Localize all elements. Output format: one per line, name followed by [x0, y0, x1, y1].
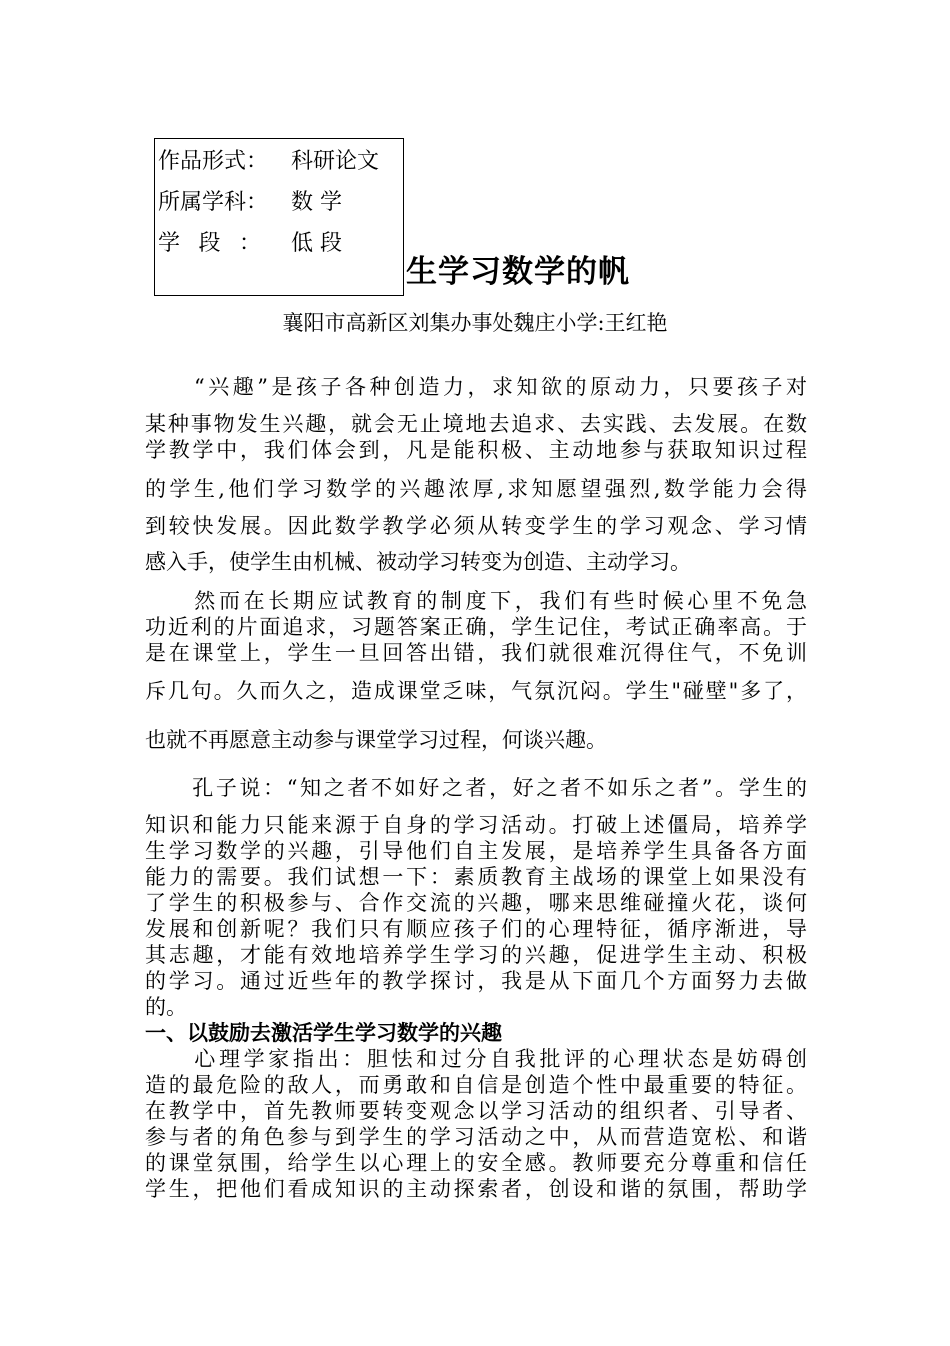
info-value: 低 段 [291, 231, 342, 256]
section-line: 的课堂氛围，给学生以心理上的安全感。教师要充分尊重和信任 [145, 1151, 807, 1175]
body-line: 发展和创新呢？我们只有顺应孩子们的心理特征，循序渐进，导 [145, 917, 807, 941]
section-line: 参与者的角色参与到学生的学习活动之中，从而营造宽松、和谐 [145, 1125, 807, 1149]
section-line: 学生，把他们看成知识的主动探索者，创设和谐的氛围，帮助学 [145, 1177, 807, 1201]
info-row-stage [158, 231, 342, 257]
work-info-box [154, 138, 404, 296]
body-line: 孔子说：“知之者不如好之者，好之者不如乐之者”。学生的 [145, 776, 807, 800]
info-value: 数 学 [291, 190, 342, 215]
body-line: 然而在长期应试教育的制度下，我们有些时候心里不免急 [145, 589, 807, 613]
body-line: 学教学中，我们体会到，凡是能积极、主动地参与获取知识过程 [145, 438, 807, 462]
info-row-subject [158, 190, 342, 216]
body-line: 能力的需要。我们试想一下：素质教育主战场的课堂上如果没有 [145, 865, 807, 889]
info-label: 学段： [158, 231, 261, 256]
body-line: 也就不再愿意主动参与课堂学习过程，何谈兴趣。 [145, 728, 607, 752]
info-label: 所属学科： [158, 190, 269, 215]
body-line: 到较快发展。因此数学教学必须从转变学生的学习观念、学习情 [145, 514, 807, 538]
body-line: 感入手，使学生由机械、被动学习转变为创造、主动学习。 [145, 550, 691, 574]
body-line: 的。 [145, 995, 187, 1019]
info-row-form [158, 149, 380, 175]
body-line: 功近利的片面追求，习题答案正确，学生记住，考试正确率高。于 [145, 615, 807, 639]
section-line: 心理学家指出：胆怯和过分自我批评的心理状态是妨碍创 [145, 1047, 807, 1071]
body-line: 的学习。通过近些年的教学探讨，我是从下面几个方面努力去做 [145, 969, 807, 993]
body-line: 斥几句。久而久之，造成课堂乏味，气氛沉闷。学生"碰壁"多了， [145, 679, 807, 703]
info-value: 科研论文 [291, 149, 380, 174]
author-line: 襄阳市高新区刘集办事处魏庄小学:王红艳 [282, 311, 668, 335]
section-heading: 一、以鼓励去激活学生学习数学的兴趣 [145, 1020, 502, 1045]
body-line: 是在课堂上，学生一旦回答出错，我们就很难沉得住气，不免训 [145, 641, 807, 665]
body-line: 生学习数学的兴趣，引导他们自主发展，是培养学生具备各方面 [145, 839, 807, 863]
info-label: 作品形式： [158, 149, 269, 174]
section-line: 造的最危险的敌人，而勇敢和自信是创造个性中最重要的特征。 [145, 1073, 807, 1097]
body-line: 的学生,他们学习数学的兴趣浓厚,求知愿望强烈,数学能力会得 [145, 477, 807, 501]
body-line: 其志趣，才能有效地培养学生学习的兴趣，促进学生主动、积极 [145, 943, 807, 967]
body-line: 知识和能力只能来源于自身的学习活动。打破上述僵局，培养学 [145, 813, 807, 837]
section-line: 在教学中，首先教师要转变观念以学习活动的组织者、引导者、 [145, 1099, 807, 1123]
body-line: “兴趣”是孩子各种创造力，求知欲的原动力，只要孩子对 [145, 375, 807, 399]
body-line: 某种事物发生兴趣，就会无止境地去追求、去实践、去发展。在数 [145, 412, 807, 436]
paper-title: 生学习数学的帆 [406, 254, 630, 290]
body-line: 了学生的积极参与、合作交流的兴趣，哪来思维碰撞火花，谈何 [145, 891, 807, 915]
